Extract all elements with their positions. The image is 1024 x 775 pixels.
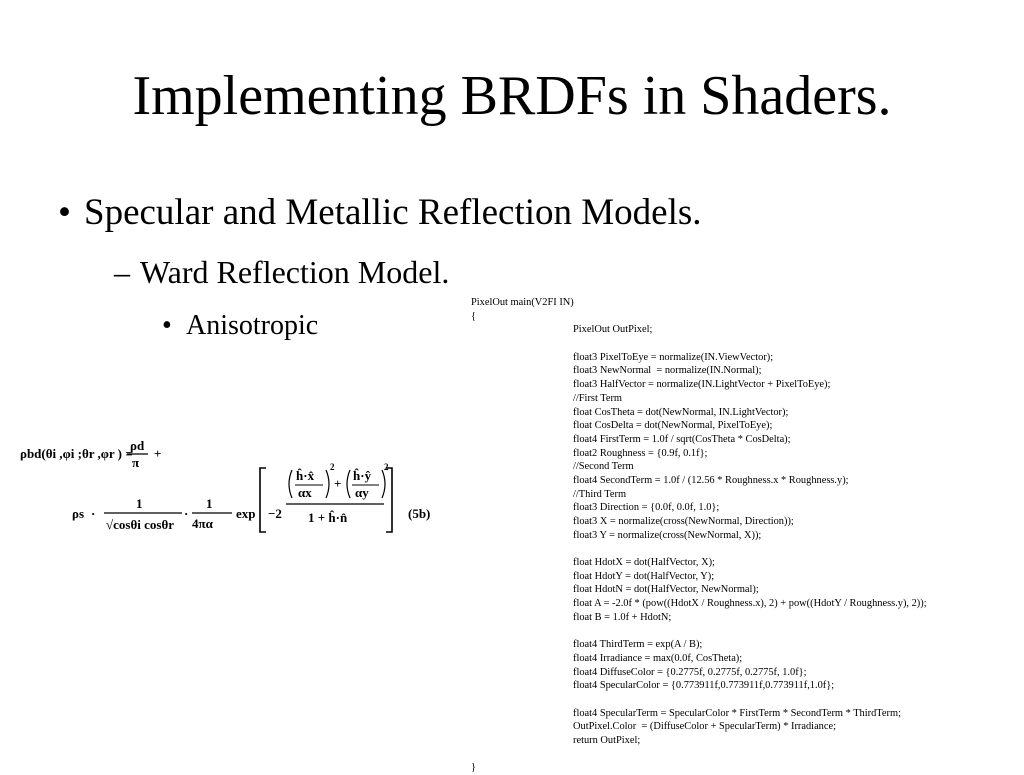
bullet-text: Ward Reflection Model. — [140, 254, 450, 290]
formula-four-pi: 4πα — [192, 516, 213, 531]
formula-pi: π — [132, 455, 140, 470]
formula-exp: exp — [236, 506, 256, 521]
formula-plus: + — [154, 446, 162, 461]
dash-marker: – — [114, 254, 130, 290]
code-header: PixelOut main(V2FI IN) — [471, 297, 574, 308]
bullet-text: Specular and Metallic Reflection Models. — [84, 192, 702, 233]
formula-rho-d: ρd — [130, 438, 145, 453]
code-line: float4 SpecularColor = {0.773911f,0.773911f,0.773911f,1.0f}; — [573, 680, 835, 692]
code-line: float B = 1.0f + HdotN; — [573, 611, 672, 623]
code-line — [471, 542, 1011, 556]
code-line — [471, 693, 1011, 707]
code-line — [471, 748, 1011, 762]
formula-sq-2: 2 — [384, 462, 389, 472]
code-line: float4 Irradiance = max(0.0f, CosTheta); — [573, 652, 743, 664]
code-line: float3 NewNormal = normalize(IN.Normal); — [573, 365, 762, 377]
code-line: float3 PixelToEye = normalize(IN.ViewVector); — [573, 351, 774, 363]
formula-cos-term: √cosθi cosθr — [106, 517, 174, 532]
code-line: float3 Direction = {0.0f, 0.0f, 1.0}; — [573, 502, 720, 514]
code-close-brace: } — [471, 762, 476, 774]
code-line: float4 SpecularTerm = SpecularColor * FirstTerm * SecondTerm * ThirdTerm; — [573, 707, 901, 719]
svg-text:·: · — [184, 506, 189, 521]
svg-text:·: · — [91, 506, 96, 521]
code-line: return OutPixel; — [573, 735, 641, 746]
bullet-level1 — [58, 190, 702, 236]
code-line — [471, 337, 1011, 351]
formula-plus-2: + — [334, 476, 342, 491]
formula-denominator: 1 + ĥ·n̂ — [308, 510, 348, 525]
formula-lhs: ρbd(θi ,φi ;θr ,φr ) = — [20, 446, 133, 461]
code-line: float3 X = normalize(cross(NewNormal, Direction)); — [573, 516, 794, 527]
code-line: float4 DiffuseColor = {0.2775f, 0.2775f, 0.2775f, 1.0f}; — [573, 666, 807, 678]
code-line: //First Term — [573, 392, 623, 404]
bullet-marker: • — [58, 192, 71, 233]
code-line: float A = -2.0f * (pow((HdotX / Roughness.x), 2) + pow((HdotY / Roughness.y), 2)); — [573, 598, 927, 610]
code-line: //Second Term — [573, 461, 634, 473]
code-open-brace: { — [471, 310, 476, 322]
shader-code-block — [471, 296, 1011, 775]
bullet-level3 — [162, 308, 318, 344]
code-line: float2 Roughness = {0.9f, 0.1f}; — [573, 447, 708, 459]
code-line: float HdotY = dot(HalfVector, Y); — [573, 570, 715, 582]
formula-graphic — [16, 440, 436, 540]
slide-title: Implementing BRDFs in Shaders. — [132, 65, 892, 127]
formula-minus-two: −2 — [268, 506, 282, 521]
bullet-marker: • — [162, 310, 172, 341]
bullet-text: Anisotropic — [186, 310, 319, 341]
formula-hx: ĥ·x̂ — [296, 468, 315, 483]
formula-alpha-x: αx — [298, 485, 312, 500]
formula-hy: ĥ·ŷ — [353, 468, 372, 483]
bullet-level2 — [114, 252, 449, 292]
code-line: PixelOut OutPixel; — [573, 324, 653, 336]
code-line — [471, 625, 1011, 639]
formula-rho-s: ρs — [72, 506, 85, 521]
ward-brdf-formula — [16, 440, 436, 540]
formula-one: 1 — [136, 496, 143, 511]
code-line: float CosDelta = dot(NewNormal, PixelToEye); — [573, 420, 773, 432]
code-line: float4 SecondTerm = 1.0f / (12.56 * Roughness.x * Roughness.y); — [573, 474, 849, 486]
formula-sq-1: 2 — [330, 462, 335, 472]
code-line: float4 ThirdTerm = exp(A / B); — [573, 639, 703, 651]
formula-equation-label: (5b) — [408, 506, 431, 521]
code-line: //Third Term — [573, 488, 627, 500]
formula-alpha-y: αy — [355, 485, 369, 500]
code-line: float CosTheta = dot(NewNormal, IN.LightVector); — [573, 406, 789, 418]
code-line: float3 HalfVector = normalize(IN.LightVector + PixelToEye); — [573, 379, 831, 391]
code-line: OutPixel.Color = (DiffuseColor + SpecularTerm) * Irradiance; — [573, 721, 836, 733]
code-line: float4 FirstTerm = 1.0f / sqrt(CosTheta * CosDelta); — [573, 433, 791, 445]
formula-one-2: 1 — [206, 496, 213, 511]
code-line: float HdotN = dot(HalfVector, NewNormal); — [573, 584, 759, 596]
code-line: float HdotX = dot(HalfVector, X); — [573, 557, 715, 569]
code-line: float3 Y = normalize(cross(NewNormal, X)); — [573, 529, 762, 541]
